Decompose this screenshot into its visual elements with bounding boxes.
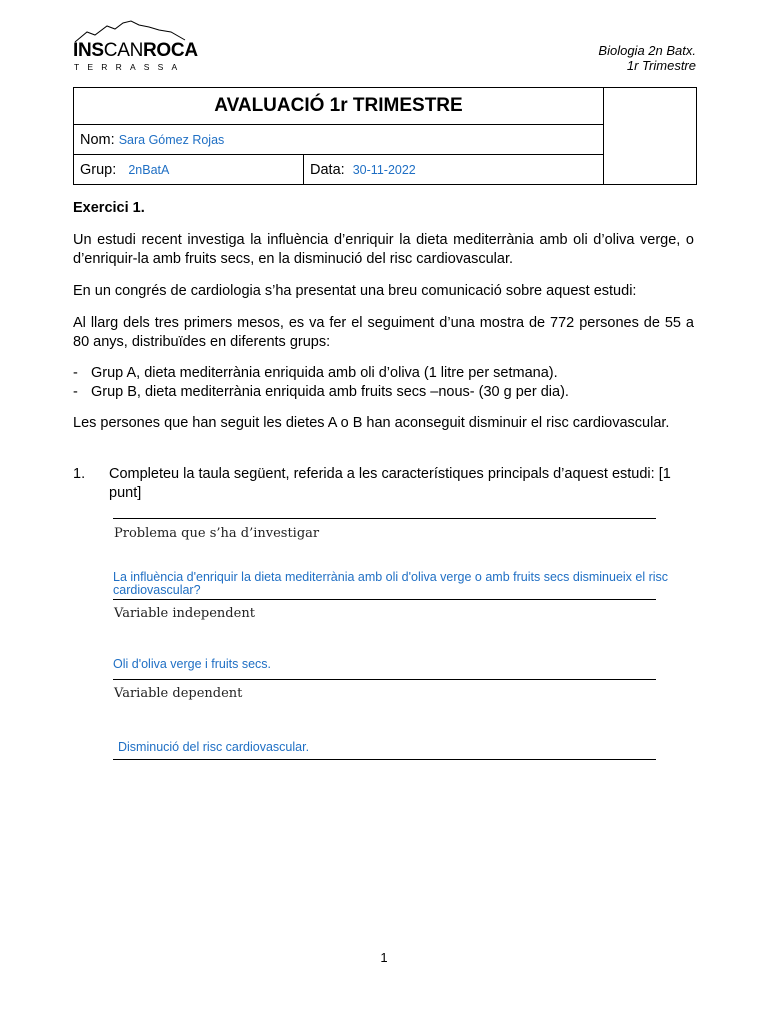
paragraph-3: Al llarg dels tres primers mesos, es va fer el seguiment d’una mostra de 772 persones de 55 a 80 anys, distribuïdes en diferents grups: — [73, 315, 694, 350]
date-label: Data: — [310, 161, 345, 178]
table-rule — [113, 759, 656, 760]
paragraph-4: Les persones que han seguit les dietes A o B han aconseguit disminuir el risc cardiovascular. — [73, 415, 670, 431]
exam-header-table — [73, 87, 697, 185]
school-logo — [73, 40, 198, 62]
exercise-heading: Exercici 1. — [73, 200, 145, 216]
logo-text-ins: INS — [73, 40, 104, 61]
logo-city: TERRASSA — [74, 62, 186, 72]
name-value: Sara Gómez Rojas — [118, 132, 225, 147]
question-number: 1. — [73, 466, 86, 482]
group-value: 2nBatA — [128, 162, 170, 177]
name-label: Nom: — [80, 131, 115, 148]
list-bullet: - — [73, 384, 78, 400]
dependent-variable-label: Variable dependent — [114, 686, 243, 701]
logo-text-roca: ROCA — [143, 40, 198, 61]
independent-variable-label: Variable independent — [114, 606, 255, 621]
logo-text-can: CAN — [103, 40, 143, 61]
date-value: 30-11-2022 — [352, 162, 416, 177]
list-item — [73, 383, 694, 402]
term-label: 1r Trimestre — [626, 58, 696, 73]
page-number: 1 — [380, 950, 388, 965]
table-rule — [113, 679, 656, 680]
problem-label: Problema que s’ha d’investigar — [114, 526, 320, 541]
paragraph-2: En un congrés de cardiologia s’ha presentat una breu comunicació sobre aquest estudi: — [73, 283, 637, 299]
grade-box — [604, 88, 697, 185]
list-item-text: Grup B, dieta mediterrània enriquida amb fruits secs –nous- (30 g per dia). — [91, 384, 569, 400]
problem-answer: La influència d'enriquir la dieta mediterrània amb oli d'oliva verge o amb fruits secs disminueix el risc cardiovascular? — [113, 570, 669, 597]
dependent-variable-answer: Disminució del risc cardiovascular. — [118, 740, 310, 754]
list-bullet: - — [73, 365, 78, 381]
header-info — [598, 43, 696, 73]
group-label: Grup: — [80, 161, 117, 178]
date-cell — [304, 155, 604, 185]
paragraph-1: Un estudi recent investiga la influència d’enriquir la dieta mediterrània amb oli d’oliva verge, o d’enriquir-la amb fruits secs, en la disminució del risc cardiovascular. — [73, 232, 694, 267]
question-text: Completeu la taula següent, referida a les característiques principals d’aquest estudi: [1 punt] — [109, 466, 671, 501]
independent-variable-answer: Oli d'oliva verge i fruits secs. — [113, 657, 271, 671]
subject-label: Biologia 2n Batx. — [598, 43, 696, 58]
table-rule — [113, 599, 656, 600]
exam-title: AVALUACIÓ 1r TRIMESTRE — [74, 88, 604, 125]
table-rule — [113, 518, 656, 519]
list-item-text: Grup A, dieta mediterrània enriquida amb oli d’oliva (1 litre per setmana). — [91, 365, 558, 381]
name-row — [74, 125, 604, 155]
group-cell — [74, 155, 304, 185]
list-item — [73, 364, 694, 383]
